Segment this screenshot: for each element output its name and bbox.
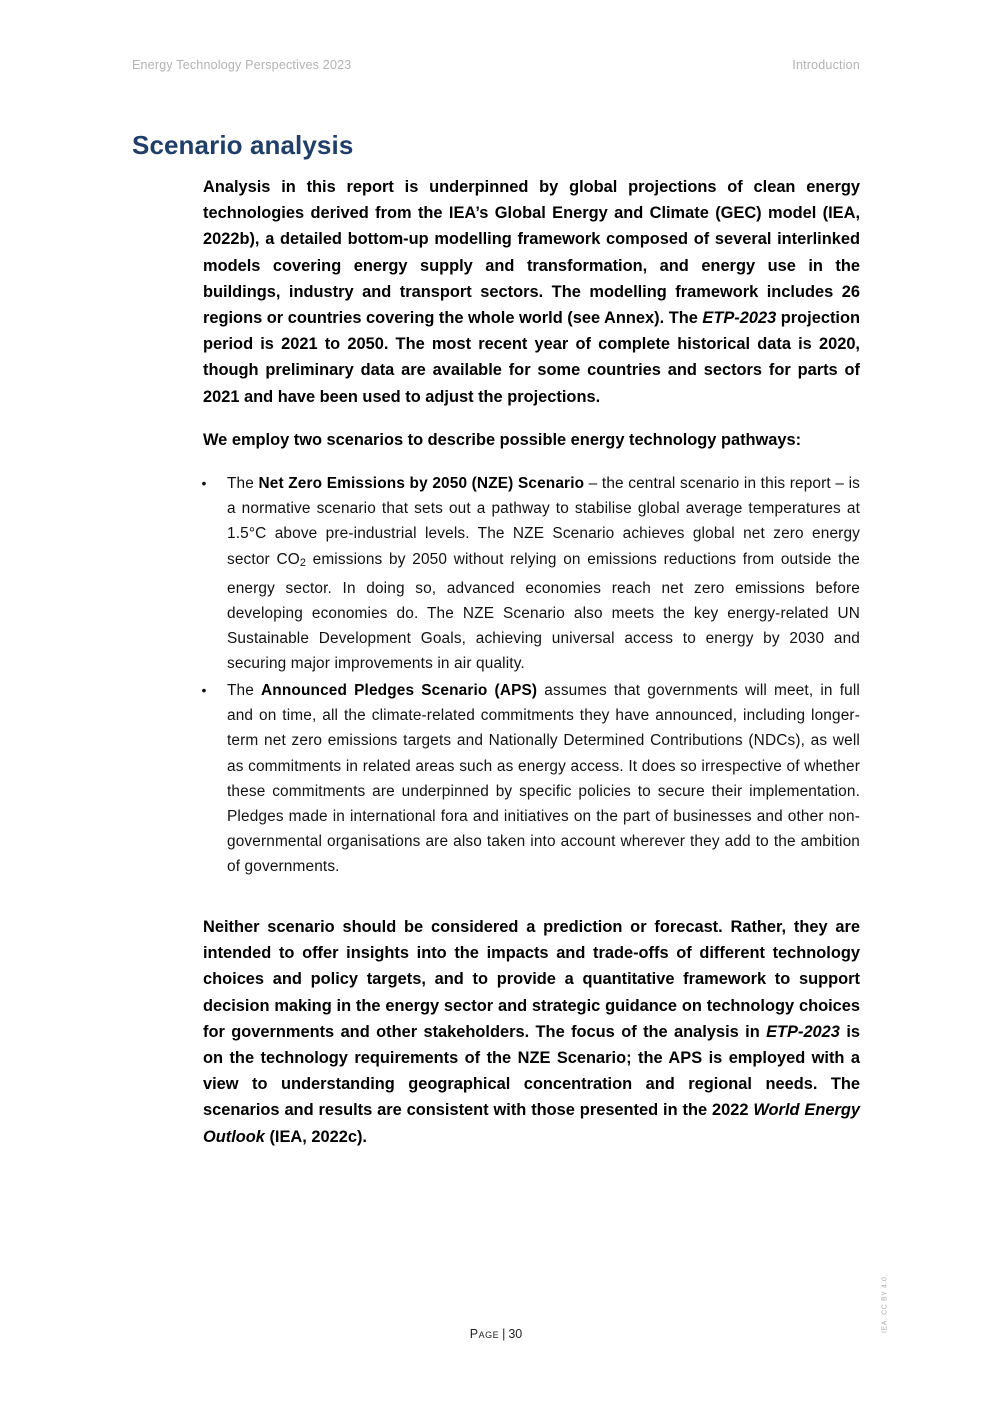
nze-text-end: emissions by 2050 without relying on emissions reductions from outside the energy sector. In doing so, advanced economies reach net zero emissions before developing economies do. The NZE Scenario also meets the key energy-related UN Sustainable Development Goals, achieving universal access to energy by 2030 and securing major improvements in air quality. xyxy=(227,550,860,673)
nze-text-start: – the central scenario in this report – is a normative scenario that sets out a pathway to stabilise global average temperatures at 1.5°C above pre-industrial levels. The NZE Scenario achieves global net zero energy sector CO xyxy=(227,475,860,568)
nze-prefix: The xyxy=(227,475,259,492)
closing-text-3: (IEA, 2022c). xyxy=(264,1127,367,1146)
intro-text-end: projection period is 2021 to 2050. The most recent year of complete historical data is 2020, though preliminary data are available for some countries and sectors for parts of 2021 and have been used to adjust the projections. xyxy=(203,309,860,406)
nze-scenario-name: Net Zero Emissions by 2050 (NZE) Scenario xyxy=(258,475,585,492)
page-footer xyxy=(0,1327,992,1341)
running-header xyxy=(132,58,860,76)
scenario-list-aps xyxy=(203,678,860,880)
report-name-italic-2: ETP-2023 xyxy=(766,1022,840,1041)
bullet-icon: • xyxy=(201,475,207,491)
closing-paragraph xyxy=(203,914,860,1150)
header-chapter-title: Introduction xyxy=(792,58,860,72)
closing-text-1: Neither scenario should be considered a prediction or forecast. Rather, they are intended to offer insights into the impacts and trade-offs of different technology choices and policy targets, and to provide a quantitative framework to support decision making in the energy sector and strategic guidance on technology choices for governments and other stakeholders. The focus of the analysis in xyxy=(203,918,860,1041)
bullet-icon: • xyxy=(201,682,207,698)
weo-title-italic: World Energy Outlook xyxy=(203,1101,860,1146)
scenario-list-nze xyxy=(203,471,860,677)
page-separator: | xyxy=(502,1327,506,1341)
scenarios-lead-paragraph: We employ two scenarios to describe possible energy technology pathways: xyxy=(203,431,802,449)
aps-scenario-name: Announced Pledges Scenario (APS) xyxy=(261,682,538,699)
page-label: Page xyxy=(469,1327,500,1341)
intro-paragraph xyxy=(203,174,860,410)
closing-text-2: is on the technology requirements of the NZE Scenario; the APS is employed with a view to understanding geographical concentration and regional needs. The scenarios and results are consistent with those presented in the 2022 xyxy=(203,1022,860,1120)
list-item-nze-scenario xyxy=(203,471,860,677)
aps-text: assumes that governments will meet, in full and on time, all the climate-related commitments they have announced, including longer-term net zero emissions targets and Nationally Determined Contributions (NDCs), as well as commitments in related areas such as energy access. It does so irrespective of whether these commitments are underpinned by specific policies to secure their implementation. Pledges made in international fora and initiatives on the part of businesses and other non-governmental organisations are also taken into account wherever they add to the ambition of governments. xyxy=(227,682,860,876)
license-note: IEA. CC BY 4.0. xyxy=(881,1273,889,1334)
aps-prefix: The xyxy=(227,682,262,699)
co2-subscript: 2 xyxy=(299,556,306,569)
intro-text-start: Analysis in this report is underpinned by global projections of clean energy technologies derived from the IEA’s Global Energy and Climate (GEC) model (IEA, 2022b), a detailed bottom-up modelling framework composed of several interlinked models covering energy supply and transformation, and energy use in the buildings, industry and transport sectors. The modelling framework includes 26 regions or countries covering the whole world (see Annex). The xyxy=(203,178,860,328)
page-number: 30 xyxy=(508,1327,523,1341)
report-name-italic: ETP-2023 xyxy=(702,309,777,328)
header-report-title: Energy Technology Perspectives 2023 xyxy=(132,58,352,72)
section-title: Scenario analysis xyxy=(132,130,354,160)
list-item-aps-scenario xyxy=(203,678,860,880)
